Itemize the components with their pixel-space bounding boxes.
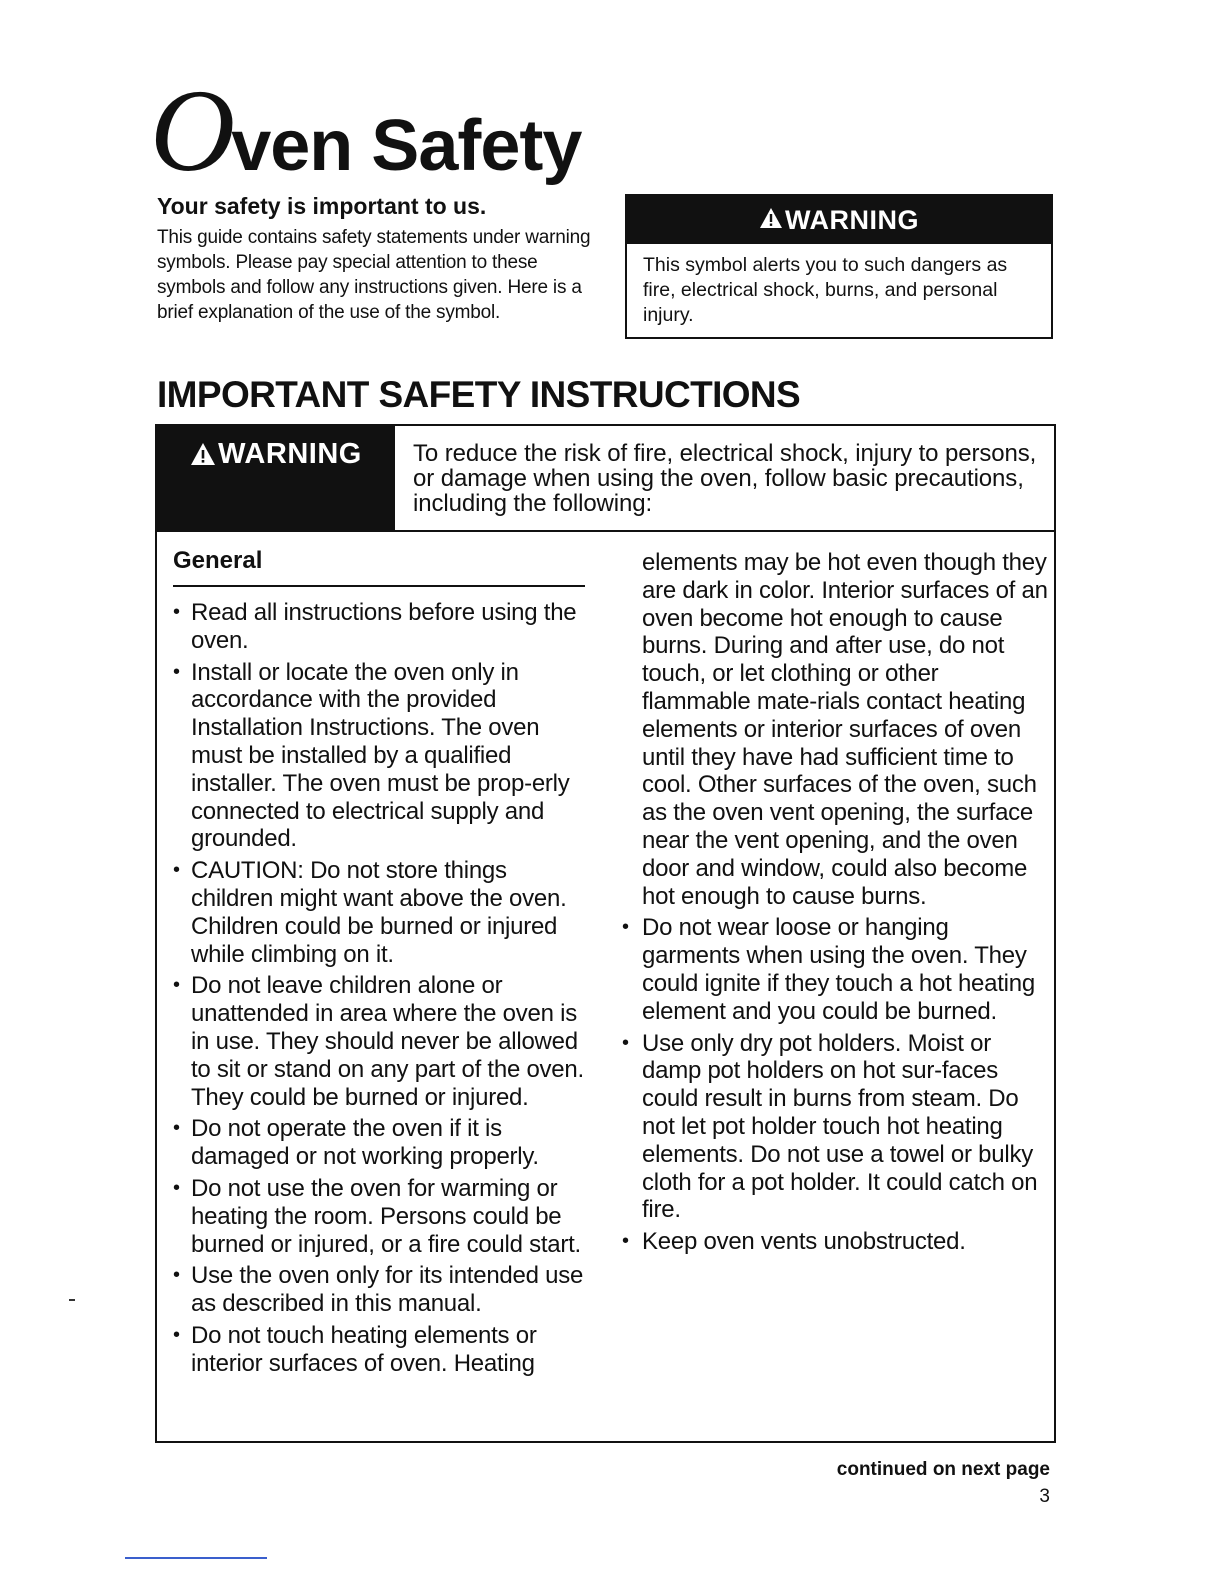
list-item: • Do not operate the oven if it is damaged or not working properly. xyxy=(173,1115,593,1171)
warning-label-bar xyxy=(627,196,1051,244)
list-item: • Use the oven only for its intended use as described in this manual. xyxy=(173,1262,593,1318)
right-column xyxy=(620,549,1050,1260)
list-item: • Do not leave children alone or unattended in area where the oven is in use. They should never be allowed to sit or stand on any part of the oven. They could be burned or injured. xyxy=(173,972,593,1111)
list-item: • Do not wear loose or hanging garments when using the oven. They could ignite if they touch a hot heating element and you could be burned. xyxy=(620,914,1050,1025)
warning-triangle-icon xyxy=(759,205,783,236)
warning-label: WARNING xyxy=(785,204,919,235)
left-bullet-list xyxy=(173,599,593,1378)
main-warning-label: WARNING xyxy=(218,438,362,470)
scan-mark xyxy=(69,1299,75,1301)
subtitle: Your safety is important to us. xyxy=(157,193,487,219)
general-heading: General xyxy=(173,543,585,587)
main-warning-header xyxy=(157,426,1054,532)
intro-text: This guide contains safety statements under warning symbols. Please pay special attention to these symbols and follow any instructions given. Here is a brief explanation of the use of the symbol. xyxy=(157,227,591,323)
main-warning-label-block xyxy=(157,426,395,530)
list-item: • Do not touch heating elements or interior surfaces of oven. Heating xyxy=(173,1322,593,1378)
list-item: • Do not use the oven for warming or heating the room. Persons could be burned or injured, or a fire could start. xyxy=(173,1175,593,1258)
list-item: • CAUTION: Do not store things children might want above the oven. Children could be burned or injured while climbing on it. xyxy=(173,857,593,968)
right-bullet-list xyxy=(620,914,1050,1256)
page-number: 3 xyxy=(1039,1486,1050,1507)
continued-item-text: elements may be hot even though they are dark in color. Interior surfaces of an oven become hot enough to cause burns. During and after use, do not touch, or let clothing or other flammable mate-rials contact heating elements or interior surfaces of oven until they have had sufficient time to cool. Other surfaces of the oven, such as the oven vent opening, the surface near the vent opening, and the oven door and window, could also become hot enough to cause burns. xyxy=(642,549,1048,910)
title-rest: ven Safety xyxy=(231,106,582,186)
title-initial: O xyxy=(150,65,232,196)
warning-explanation-text: This symbol alerts you to such dangers as fire, electrical shock, burns, and personal injury. xyxy=(643,254,1008,326)
section-title: IMPORTANT SAFETY INSTRUCTIONS xyxy=(157,374,801,415)
list-item: • Install or locate the oven only in accordance with the provided Installation Instructions. The oven must be installed by a qualified installer. The oven must be prop-erly connected to electrical supply and grounded. xyxy=(173,659,593,854)
left-column xyxy=(173,543,593,1382)
page-title xyxy=(150,65,582,196)
list-item: • Read all instructions before using the oven. xyxy=(173,599,593,655)
warning-triangle-icon xyxy=(190,441,216,474)
list-item: • Use only dry pot holders. Moist or damp pot holders on hot sur-faces could result in burns from steam. Do not let pot holder touch hot heating elements. Do not use a towel or bulky cloth for a pot holder. It could catch on fire. xyxy=(620,1030,1050,1225)
main-warning-intro: To reduce the risk of fire, electrical shock, injury to persons, or damage when using the oven, follow basic precautions, including the following: xyxy=(413,440,1037,517)
warning-explanation-box xyxy=(625,194,1053,339)
list-item: • Keep oven vents unobstructed. xyxy=(620,1228,1050,1256)
continued-note: continued on next page xyxy=(836,1459,1050,1480)
scan-edge-line xyxy=(125,1557,267,1559)
